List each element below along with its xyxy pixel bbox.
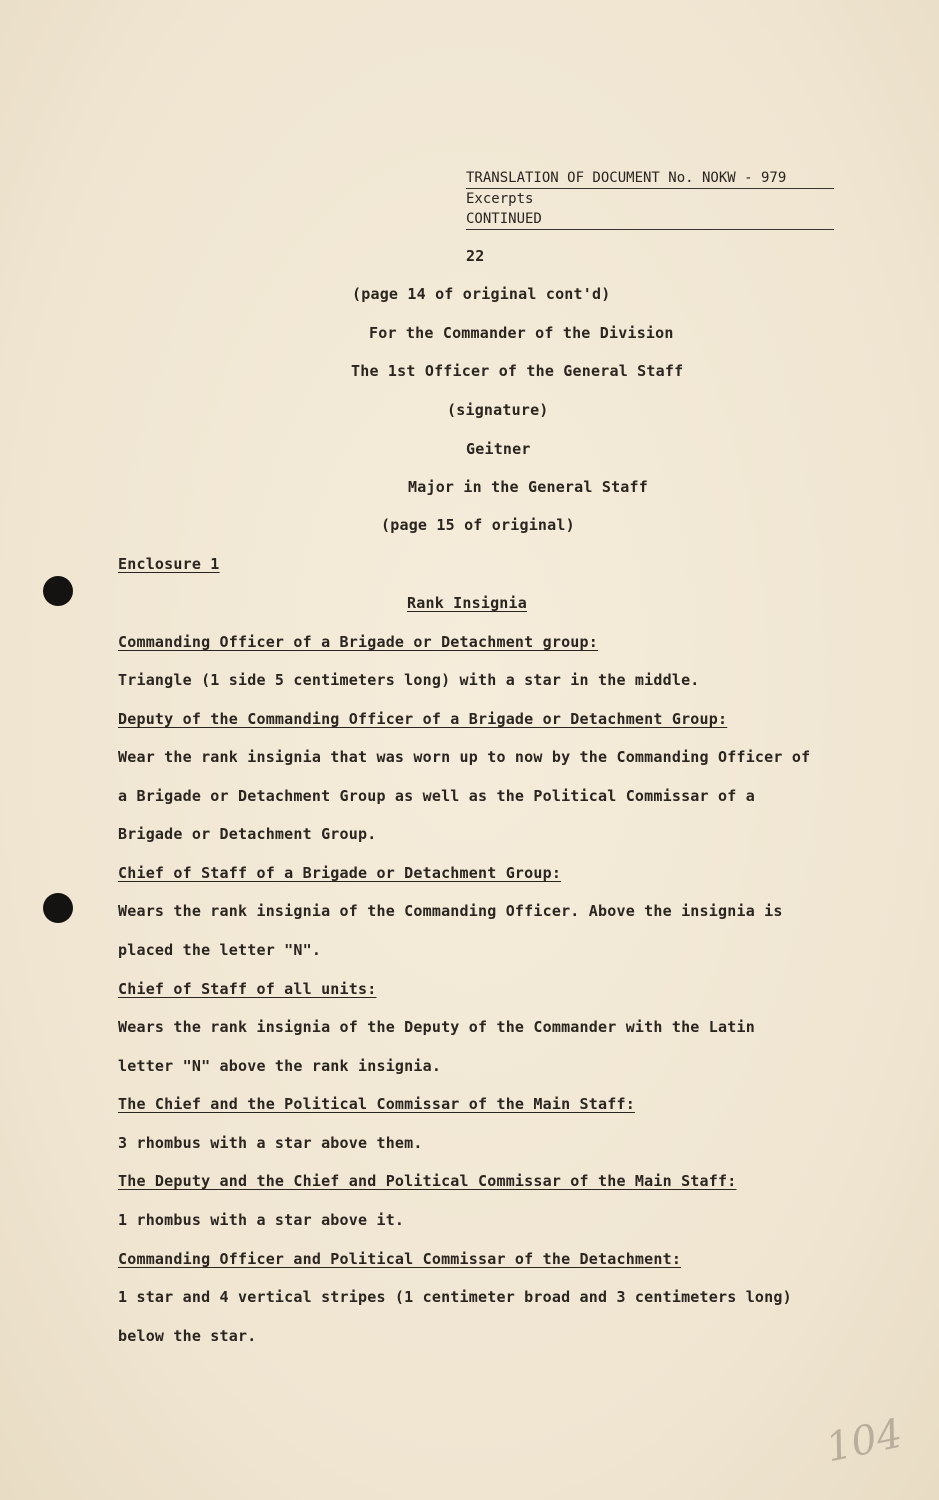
entry-text: placed the letter "N".	[118, 941, 322, 959]
entry-heading: Commanding Officer of a Brigade or Detachment group:	[118, 633, 598, 651]
handwritten-page-note: 104	[822, 1410, 907, 1472]
signature-rank: Major in the General Staff	[408, 478, 648, 496]
signature-line-1: For the Commander of the Division	[369, 324, 674, 342]
page-reference: (page 15 of original)	[381, 516, 575, 534]
punch-hole	[43, 893, 73, 923]
header-subtitle: Excerpts	[466, 191, 534, 207]
entry-heading: Chief of Staff of all units:	[118, 980, 377, 998]
translation-header	[466, 168, 834, 230]
entry-text: below the star.	[118, 1327, 257, 1345]
section-title: Rank Insignia	[407, 594, 527, 612]
entry-text: letter "N" above the rank insignia.	[118, 1057, 442, 1075]
continuation-note: (page 14 of original cont'd)	[352, 285, 611, 303]
entry-heading: Chief of Staff of a Brigade or Detachment Group:	[118, 864, 562, 882]
entry-text: Triangle (1 side 5 centimeters long) with a star in the middle.	[118, 671, 700, 689]
entry-text: 3 rhombus with a star above them.	[118, 1134, 423, 1152]
signature-name: Geitner	[466, 440, 531, 458]
enclosure-label: Enclosure 1	[118, 555, 220, 573]
entry-heading: The Deputy and the Chief and Political Commissar of the Main Staff:	[118, 1172, 737, 1190]
entry-text: 1 star and 4 vertical stripes (1 centimeter broad and 3 centimeters long)	[118, 1288, 792, 1306]
entry-text: Wears the rank insignia of the Commanding Officer. Above the insignia is	[118, 902, 783, 920]
header-continued: CONTINUED	[466, 209, 834, 230]
entry-heading: Commanding Officer and Political Commissar of the Detachment:	[118, 1250, 682, 1268]
punch-hole	[43, 576, 73, 606]
entry-text: Wears the rank insignia of the Deputy of the Commander with the Latin	[118, 1018, 755, 1036]
header-title: TRANSLATION OF DOCUMENT No. NOKW - 979	[466, 168, 834, 189]
entry-text: 1 rhombus with a star above it.	[118, 1211, 405, 1229]
entry-text: Brigade or Detachment Group.	[118, 825, 377, 843]
entry-text: a Brigade or Detachment Group as well as the Political Commissar of a	[118, 787, 755, 805]
entry-text: Wear the rank insignia that was worn up to now by the Commanding Officer of	[118, 748, 811, 766]
page-number: 22	[466, 247, 485, 265]
signature-line-2: The 1st Officer of the General Staff	[351, 362, 684, 380]
signature-line-3: (signature)	[447, 401, 549, 419]
entry-heading: Deputy of the Commanding Officer of a Brigade or Detachment Group:	[118, 710, 728, 728]
entry-heading: The Chief and the Political Commissar of the Main Staff:	[118, 1095, 635, 1113]
